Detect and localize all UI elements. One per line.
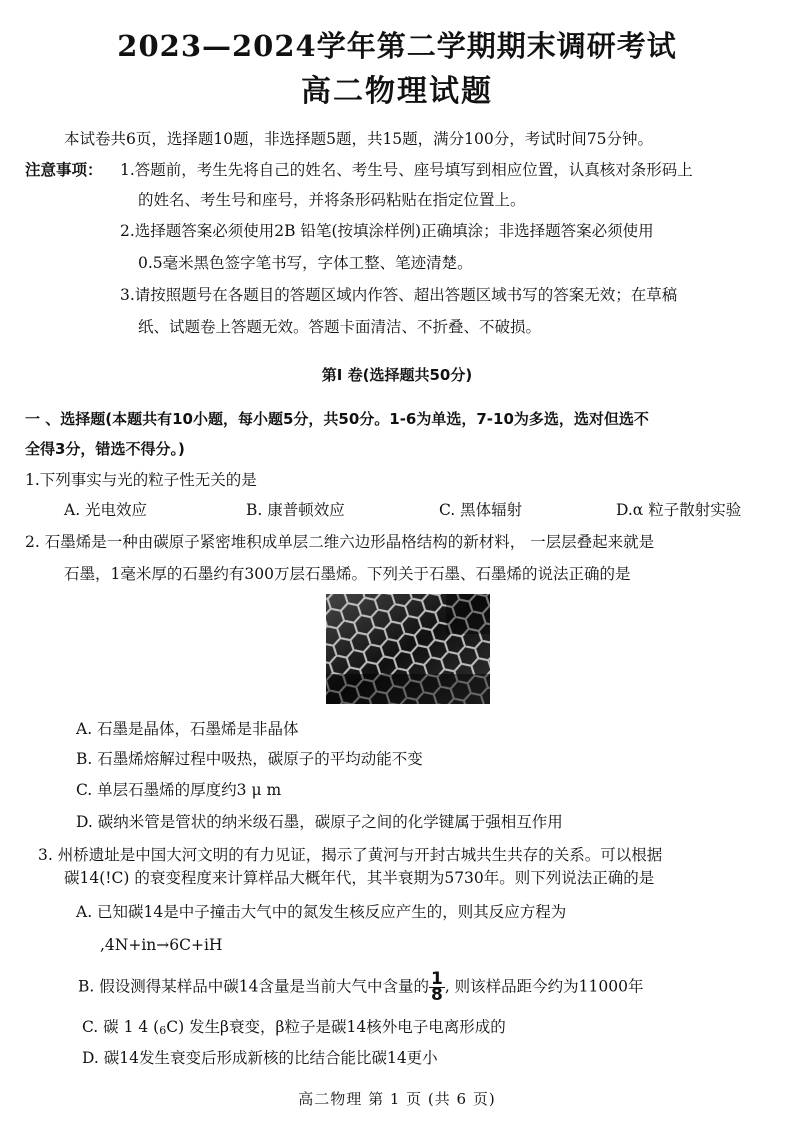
question-3-option-c-text: C. 碳 1 4 (: [82, 1018, 160, 1036]
exam-subject: 高二物理试题: [301, 74, 493, 109]
question-1-option-c: C. 黑体辐射: [439, 501, 523, 519]
exam-title: 2023—2024学年第二学期期末调研考试: [117, 29, 677, 63]
question-1-option-b: B. 康普顿效应: [246, 501, 345, 519]
fraction-numerator: 1: [430, 969, 443, 989]
notice-item-3-line-2: 纸、试题卷上答题无效。答题卡面清洁、不折叠、不破损。: [138, 318, 542, 336]
notice-item-1-line-2: 的姓名、考生号和座号，并将条形码粘贴在指定位置上。: [138, 191, 526, 209]
atomic-number-subscript: 6: [159, 1024, 167, 1037]
question-3-option-a-line-1: A. 已知碳14是中子撞击大气中的氮发生核反应产生的，则其反应方程为: [76, 903, 567, 921]
notice-item-1-line-1: 1.答题前，考生先将自己的姓名、考生号、座号填写到相应位置，认真核对条形码上: [120, 161, 693, 179]
question-3-option-b-tail: , 则该样品距今约为11000年: [444, 977, 644, 996]
graphene-photo: [326, 594, 490, 704]
section-heading-line-2: 全得3分，错选不得分。): [25, 440, 185, 458]
question-3-option-c-tail: C) 发生β衰变，β粒子是碳14核外电子电离形成的: [166, 1018, 506, 1036]
question-3-option-d: D. 碳14发生衰变后形成新核的比结合能比碳14更小: [82, 1049, 438, 1067]
question-2-option-c: C. 单层石墨烯的厚度约3 μ m: [76, 781, 282, 799]
volume-title: 第I 卷(选择题共50分): [321, 366, 473, 384]
notice-label: 注意事项：: [25, 161, 103, 179]
question-2-stem-line-2: 石墨，1毫米厚的石墨约有300万层石墨烯。下列关于石墨、石墨烯的说法正确的是: [64, 565, 631, 583]
graphene-lattice-image: [326, 594, 490, 704]
question-1-option-d: D.α 粒子散射实验: [616, 501, 742, 519]
question-2-stem-line-1: 2. 石墨烯是一种由碳原子紧密堆积成单层二维六边形晶格结构的新材料， 一层层叠起来就是: [25, 533, 655, 551]
intro-text: 本试卷共6页，选择题10题，非选择题5题，共15题，满分100分，考试时间75分钟。: [64, 130, 653, 148]
question-3-stem-line-2: 碳14(!C) 的衰变程度来计算样品大概年代，其半衰期为5730年。则下列说法正确的是: [64, 869, 655, 887]
question-3-option-a-equation: ,4N+in→6C+iH: [100, 936, 223, 954]
section-heading-line-1: 一 、选择题(本题共有10小题，每小题5分，共50分。1-6为单选，7-10为多选，选对但选不: [25, 410, 649, 428]
question-2-option-d: D. 碳纳米管是管状的纳米级石墨，碳原子之间的化学键属于强相互作用: [76, 813, 563, 831]
question-1-stem: 1.下列事实与光的粒子性无关的是: [25, 471, 257, 489]
question-2-option-a: A. 石墨是晶体，石墨烯是非晶体: [76, 720, 299, 738]
fraction-one-eighth: [429, 969, 445, 1005]
page-footer: 高二物理 第 1 页 (共 6 页): [298, 1090, 496, 1108]
question-3-option-b-text: B. 假设测得某样品中碳14含量是当前大气中含量的: [78, 977, 429, 996]
question-3-option-b: [78, 969, 644, 1005]
question-3-option-c: [82, 1016, 506, 1042]
question-2-option-b: B. 石墨烯熔解过程中吸热，碳原子的平均动能不变: [76, 750, 423, 768]
question-3-stem-line-1: 3. 州桥遗址是中国大河文明的有力见证，揭示了黄河与开封古城共生共存的关系。可以根据: [38, 846, 663, 864]
notice-item-2-line-1: 2.选择题答案必须使用2B 铅笔(按填涂样例)正确填涂；非选择题答案必须使用: [120, 222, 654, 240]
notice-item-2-line-2: 0.5毫米黑色签字笔书写，字体工整、笔迹清楚。: [138, 254, 473, 272]
fraction-denominator: 8: [430, 985, 443, 1005]
notice-item-3-line-1: 3.请按照题号在各题目的答题区域内作答、超出答题区域书写的答案无效；在草稿: [120, 286, 678, 304]
question-1-option-a: A. 光电效应: [64, 501, 148, 519]
